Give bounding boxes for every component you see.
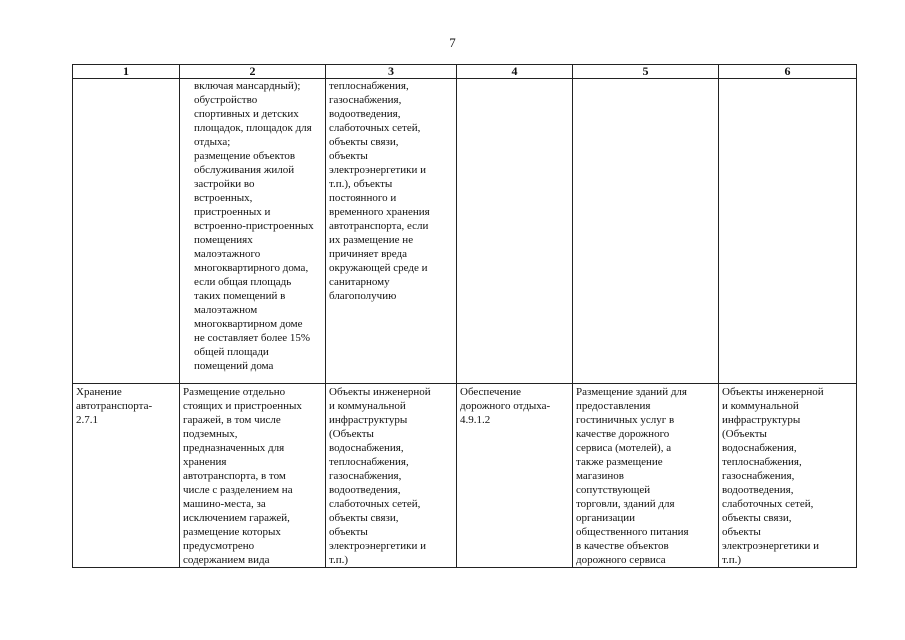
table-cell: Хранение автотранспорта- 2.7.1 — [73, 384, 180, 568]
column-header: 5 — [573, 65, 719, 79]
table-cell — [719, 79, 857, 384]
column-header: 4 — [457, 65, 573, 79]
land-use-table — [72, 64, 857, 568]
table-cell: Размещение отдельно стоящих и пристроенных гаражей, в том числе подземных, предназначенных для хранения автотранспорта, в том числе с разделением на машино-места, за исключением гаражей, размещение которых предусмотрено содержанием вида — [180, 384, 326, 568]
table-cell — [73, 79, 180, 384]
table-header-row — [73, 65, 857, 79]
column-header: 6 — [719, 65, 857, 79]
table-cell: Объекты инженерной и коммунальной инфраструктуры (Объекты водоснабжения, теплоснабжения, газоснабжения, водоотведения, слаботочных сетей, объекты связи, объекты электроэнергетики и т.п.) — [326, 384, 457, 568]
table-cell: Размещение зданий для предоставления гостиничных услуг в качестве дорожного сервиса (мотелей), а также размещение магазинов сопутствующей торговли, зданий для организации общественного питания в качестве объектов дорожного сервиса — [573, 384, 719, 568]
table-row — [73, 79, 857, 384]
page-number: 7 — [449, 35, 456, 50]
table-cell: Обеспечение дорожного отдыха- 4.9.1.2 — [457, 384, 573, 568]
column-header: 3 — [326, 65, 457, 79]
table-cell — [457, 79, 573, 384]
column-header: 1 — [73, 65, 180, 79]
table-cell — [573, 79, 719, 384]
table-cell: Объекты инженерной и коммунальной инфраструктуры (Объекты водоснабжения, теплоснабжения, газоснабжения, водоотведения, слаботочных сетей, объекты связи, объекты электроэнергетики и т.п.) — [719, 384, 857, 568]
table-cell: теплоснабжения, газоснабжения, водоотведения, слаботочных сетей, объекты связи, объекты электроэнергетики и т.п.), объекты постоянного и временного хранения автотранспорта, если их размещение не причиняет вреда окружающей среде и санитарному благополучию — [326, 79, 457, 384]
table-row — [73, 384, 857, 568]
column-header: 2 — [180, 65, 326, 79]
table-cell: включая мансардный); обустройство спортивных и детских площадок, площадок для отдыха; размещение объектов обслуживания жилой застройки во встроенных, пристроенных и встроенно-пристроенных помещениях малоэтажного многоквартирного дома, если общая площадь таких помещений в малоэтажном многоквартирном доме не составляет более 15% общей площади помещений дома — [180, 79, 326, 384]
